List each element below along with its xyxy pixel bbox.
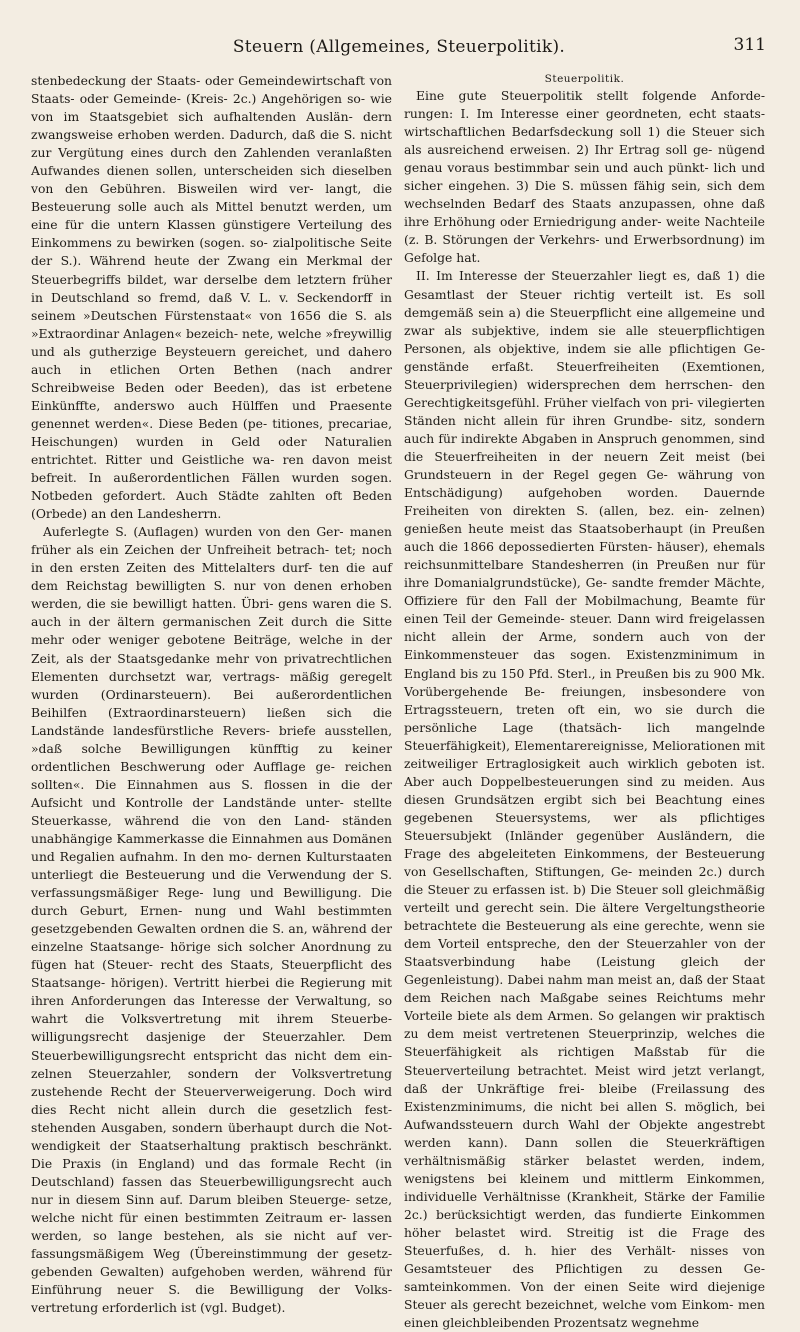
left-column: [31, 72, 392, 1316]
paragraph: Auferlegte S. (Auflagen) wurden von den Ger- manen früher als ein Zeichen der Unfreiheit betrach- tet; noch in den ersten Zeiten des Mittelalters durf- ten die auf dem Reichstag bewilligten S. nur von denen erhoben werden, die sie bewilligt hatten. Übri- gens waren die S. auch in der ältern germanischen Zeit durch die Sitte mehr oder weniger gebotene Beiträge, welche in der Zeit, als der Staatsgedanke mehr von privatrechtlichen Elementen durchsetzt war, vertrags- mäßig geregelt wurden (Ordinarsteuern). Bei außerordentlichen Beihilfen (Extraordinarsteuern) ließen sich die Landstände landesfürstliche Revers- briefe ausstellen, »daß solche Bewilligungen künfftig zu keiner ordentlichen Beschwerung oder Aufflage ge- reichen sollten«. Die Einnahmen aus S. flossen in die der Aufsicht und Kontrolle der Landstände unter- stellte Steuerkasse, während die von den Land- ständen unabhängige Kammerkasse die Einnahmen aus Domänen und Regalien aufnahm. In den mo- dernen Kulturstaaten unterliegt die Besteuerung und die Verwendung der S. verfassungsmäßiger Rege- lung und Bewilligung. Die durch Geburt, Ernen- nung und Wahl bestimmten gesetzgebenden Gewalten ordnen die S. an, während der einzelne Staatsange- hörige sich solcher Anordnung zu fügen hat (Steuer- recht des Staats, Steuerpflicht des Staatsange- hörigen). Vertritt hierbei die Regierung mit ihren Anforderungen das Interesse der Verwaltung, so wahrt die Volksvertretung mit ihrem Steuerbe- willigungsrecht dasjenige der Steuerzahler. Dem Steuerbewilligungsrecht entspricht das nicht dem ein- zelnen Steuerzahler, sondern der Volksvertretung zustehende Recht der Steuerverweigerung. Doch wird dies Recht nicht allein durch die gesetzlich fest- stehenden Ausgaben, sondern überhaupt durch die Not- wendigkeit der Staatserhaltung praktisch beschränkt. Die Praxis (in England) und das formale Recht (in Deutschland) fassen das Steuerbewilligungsrecht auch nur in diesem Sinn auf. Darum bleiben Steuerge- setze, welche nicht für einen bestimmten Zeitraum er- lassen werden, so lange bestehen, als sie nicht auf ver- fassungsmäßigem Weg (Übereinstimmung der gesetz- gebenden Gewalten) aufgehoben werden, während für Einführung neuer S. die Bewilligung der Volks- vertretung erforderlich ist (vgl. Budget).: [31, 525, 392, 1316]
paragraph: Eine gute Steuerpolitik stellt folgende Anforde- rungen: I. Im Interesse einer geordneten, echt staats- wirtschaftlichen Bedarfsdeckung soll 1) die Steuer sich als ausreichend erweisen. 2) Ihr Ertrag soll ge- nügend genau voraus bestimmbar sein und auch pünkt- lich und sicher eingehen. 3) Die S. müssen fähig sein, sich dem wechselnden Bedarf des Staats anzupassen, ohne daß ihre Erhöhung oder Erniedrigung ander- weite Nachteile (z. B. Störungen der Verkehrs- und Erwerbsordnung) im Gefolge hat.: [404, 89, 765, 266]
page-header: [32, 34, 766, 60]
running-title: Steuern (Allgemeines, Steuerpolitik).: [232, 37, 566, 57]
paragraph: II. Im Interesse der Steuerzahler liegt es, daß 1) die Gesamtlast der Steuer richtig verteilt ist. Es soll demgemäß sein a) die Steuerpflicht eine allgemeine und zwar als subjektive, indem sie alle steuerpflichtigen Personen, als objektive, indem sie alle pflichtigen Ge- genstände erfaßt. Steuerfreiheiten (Exemtionen, Steuerprivilegien) widersprechen dem herrschen- den Gerechtigkeitsgefühl. Früher vielfach von pri- vilegierten Ständen nicht allein für ihren Grundbe- sitz, sondern auch für indirekte Abgaben in Anspruch genommen, sind die Steuerfreiheiten in der neuern Zeit meist (bei Grundsteuern in der Regel gegen Ge- währung von Entschädigung) aufgehoben worden. Dauernde Freiheiten von direkten S. (allen, bez. ein- zelnen) genießen heute meist das Staatsoberhaupt (in Preußen auch die 1866 depossedierten Fürsten- häuser), ehemals reichsunmittelbare Standesherren (in Preußen nur für ihre Domanialgrundstücke), Ge- sandte fremder Mächte, Offiziere für den Fall der Mobilmachung, Beamte für einen Teil der Gemeinde- steuer. Dann wird freigelassen nicht allein der Arme, sondern auch von der Einkommensteuer das sogen. Existenzminimum in England bis zu 150 Pfd. Sterl., in Preußen bis zu 900 Mk. Vorübergehende Be- freiungen, insbesondere von Ertragssteuern, treten oft ein, wo sie durch die persönliche Lage (thatsäch- lich mangelnde Steuerfähigkeit), Elementarereignisse, Meliorationen mit zeitweiliger Ertraglosigkeit auch wirklich geboten ist. Aber auch Doppelbesteuerungen sind zu meiden. Aus diesen Grundsätzen ergibt sich bei Beachtung eines gegebenen Steuersystems, wer als pflichtiges Steuersubjekt (Inländer gegenüber Ausländern, die Frage des abgeleiteten Einkommens, der Besteuerung von Gesellschaften, Stiftungen, Ge- meinden 2c.) durch die Steuer zu erfassen ist. b) Die Steuer soll gleichmäßig verteilt und gerecht sein. Die ältere Vergeltungstheorie betrachtete die Besteuerung als eine gerechte, wenn sie dem Vorteil entspreche, den der Steuerzahler von der Staatsverbindung habe (Leistung gleich der Gegenleistung). Dabei nahm man meist an, daß der Staat dem Reichen nach Maßgabe seines Reichtums mehr Vorteile biete als dem Armen. So gelangen wir praktisch zu dem meist vertretenen Steuerprinzip, welches die Steuerfähigkeit als richtigen Maßstab für die Steuerverteilung betrachtet. Meist wird jetzt verlangt, daß der Unkräftige frei- bleibe (Freilassung des Existenzminimums, die nicht bei allen S. möglich, bei Aufwandssteuern durch Wahl der Objekte angestrebt werden kann). Dann sollen die Steuerkräftigen verhältnismäßig stärker belastet werden, indem, wenigstens bei kleinem und mittlerm Einkommen, individuelle Verhältnisse (Krankheit, Stärke der Familie 2c.) berücksichtigt werden, das fundierte Einkommen höher belastet wird. Streitig ist die Frage des Steuerfußes, d. h. hier des Verhält- nisses von Gesamtsteuer des Pflichtigen zu dessen Ge- samteinkommen. Von der einen Seite wird diejenige Steuer als gerecht bezeichnet, welche vom Einkom- men einen gleichbleibenden Prozentsatz wegnehme: [404, 269, 765, 1331]
section-heading: Steuerpolitik.: [544, 73, 625, 85]
right-column: [404, 72, 765, 1331]
page-number: 311: [733, 35, 766, 55]
paragraph: stenbedeckung der Staats- oder Gemeindewirtschaft von Staats- oder Gemeinde- (Kreis- 2c.) Angehörigen so- wie von im Staatsgebiet sich aufhaltenden Auslän- dern zwangsweise erhoben werden. Dadurch, daß die S. nicht zur Vergütung eines durch den Zahlenden veranlaßten Aufwandes dienen sollen, unterscheiden sich dieselben von den Gebühren. Bisweilen wird ver- langt, die Besteuerung solle auch als Mittel benutzt werden, um eine für die untern Klassen günstigere Verteilung des Einkommens zu bewirken (sogen. so- zialpolitische Seite der S.). Während heute der Zwang ein Merkmal der Steuerbegriffs bildet, war derselbe dem letztern früher in Deutschland so fremd, daß V. L. v. Seckendorff in seinem »Deutschen Fürstenstaat« von 1656 die S. als »Extraordinar Anlagen« bezeich- nete, welche »freywillig und als gutherzige Beysteuern gereichet, und dahero auch in etlichen Orten Bethen (nach andrer Schreibweise Beden oder Beeden), das ist erbetene Einkünffte, anderswo auch Hülffen und Praesente genennet werden«. Diese Beden (pe- titiones, precariae, Heischungen) wurden in Geld oder Naturalien entrichtet. Ritter und Geistliche wa- ren davon meist befreit. In außerordentlichen Fällen wurden sogen. Notbeden gefordert. Auch Städte zahlten oft Beden (Orbede) an den Landesherrn.: [31, 74, 392, 522]
